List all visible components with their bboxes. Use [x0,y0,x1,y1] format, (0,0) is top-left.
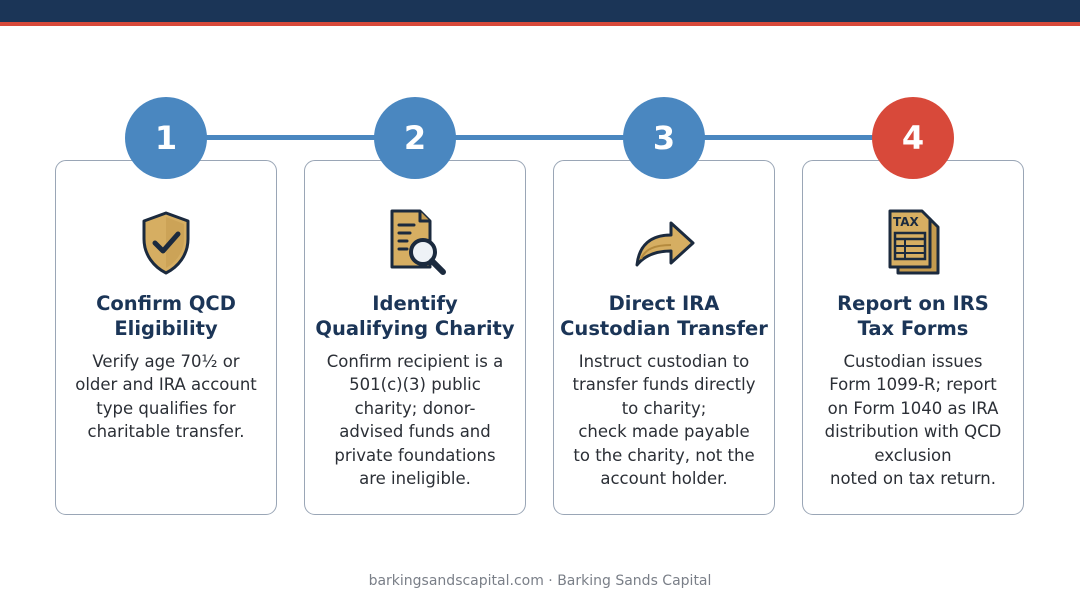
footer-credit: barkingsandscapital.com · Barking Sands Capital [368,573,712,589]
step-3-badge: 3 [623,97,705,179]
step-4-badge: 4 [872,97,954,179]
document-magnifier-icon [380,207,450,277]
step-3-description: Instruct custodian to transfer funds directly to charity; check made payable to the charity, not the account holder. [572,352,756,489]
step-card-2 [304,160,526,515]
step-card-4 [802,160,1024,515]
step-2-title: Identify Qualifying Charity [315,292,515,340]
step-3-title: Direct IRA Custodian Transfer [560,292,768,340]
shield-check-icon [131,207,201,277]
step-1-badge: 1 [125,97,207,179]
header-bar [0,0,1080,22]
step-1-title: Confirm QCD Eligibility [96,292,236,340]
step-connector-line [166,135,912,140]
step-2-description: Confirm recipient is a 501(c)(3) public charity; donor- advised funds and private foundations are ineligible. [326,352,504,489]
tax-form-icon [878,207,948,277]
step-card-1 [55,160,277,515]
step-2-badge: 2 [374,97,456,179]
forward-arrow-icon [629,207,699,277]
header-accent-stripe [0,22,1080,26]
step-4-description: Custodian issues Form 1099-R; report on Form 1040 as IRA distribution with QCD exclusion noted on tax return. [824,352,1002,489]
svg-text:TAX: TAX [893,215,919,229]
step-1-description: Verify age 70½ or older and IRA account type qualifies for charitable transfer. [75,352,257,442]
step-card-3 [553,160,775,515]
step-4-title: Report on IRS Tax Forms [837,292,989,340]
